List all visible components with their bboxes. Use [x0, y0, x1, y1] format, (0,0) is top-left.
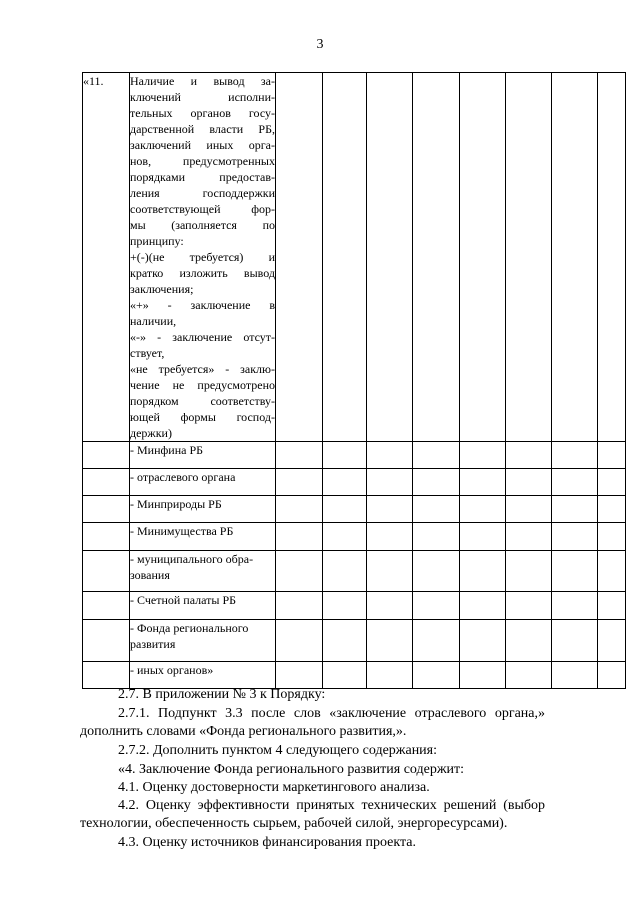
sub-row-label: - муниципального обра-зования	[130, 551, 276, 592]
description-line: кратко изложить вывод	[130, 266, 275, 280]
description-line: +(-)(не требуется) и	[130, 250, 275, 264]
description-line: наличии,	[130, 314, 177, 328]
sub-row-label: - Фонда регионального развития	[130, 620, 276, 662]
page-number: 3	[316, 37, 324, 52]
row-number: «11.	[83, 73, 130, 442]
description-line: ствует,	[130, 346, 165, 360]
description-line: чение не предусмотрено	[130, 378, 275, 392]
body-paragraph: 2.7. В приложении № 3 к Порядку:	[118, 687, 326, 702]
body-paragraph: 2.7.2. Дополнить пунктом 4 следующего содержания:	[118, 743, 438, 758]
description-line: заключения;	[130, 282, 194, 296]
body-paragraph: 4.2. Оценку эффективности принятых технических решений (выбор технологии, обеспеченность сырьем, рабочей силой, энергоресурсами).	[80, 798, 545, 831]
sub-row-label: - иных органов»	[130, 662, 276, 689]
table-row	[83, 469, 626, 496]
conclusions-table	[82, 72, 626, 689]
description-line: принципу:	[130, 234, 184, 248]
sub-row-label: - Минприроды РБ	[130, 496, 276, 523]
table-row	[83, 620, 626, 662]
description-line: «+» - заключение в	[130, 298, 275, 312]
description-line: дарственной власти РБ,	[130, 122, 275, 136]
body-paragraph: «4. Заключение Фонда регионального развития содержит:	[118, 762, 465, 777]
table-row	[83, 73, 626, 442]
table-row	[83, 551, 626, 592]
description-line: ления господдержки	[130, 186, 275, 200]
table-row	[83, 442, 626, 469]
sub-row-label: - Минфина РБ	[130, 442, 276, 469]
body-paragraph: 4.3. Оценку источников финансирования проекта.	[118, 835, 416, 850]
table-row	[83, 662, 626, 689]
table-row	[83, 523, 626, 551]
body-paragraph: 4.1. Оценку достоверности маркетингового анализа.	[118, 780, 430, 795]
description-line: «-» - заключение отсут-	[130, 330, 275, 344]
description-line: заключений иных орга-	[130, 138, 275, 152]
description-line: Наличие и вывод за-	[130, 74, 275, 88]
description-line: ключений исполни-	[130, 90, 275, 104]
description-line: порядком соответству-	[130, 394, 275, 408]
description-line: нов, предусмотренных	[130, 154, 275, 168]
description-line: «не требуется» - заклю-	[130, 362, 275, 376]
description-line: ющей формы господ-	[130, 410, 275, 424]
description-line: мы (заполняется по	[130, 218, 275, 232]
description-line: соответствующей фор-	[130, 202, 275, 216]
description-line: держки)	[130, 426, 172, 440]
table-row	[83, 592, 626, 620]
sub-row-label: - отраслевого органа	[130, 469, 276, 496]
row-description	[130, 73, 276, 442]
description-line: тельных органов госу-	[130, 106, 275, 120]
sub-row-label: - Счетной палаты РБ	[130, 592, 276, 620]
sub-row-label: - Минимущества РБ	[130, 523, 276, 551]
table-row	[83, 496, 626, 523]
description-line: порядками предостав-	[130, 170, 275, 184]
body-paragraph: 2.7.1. Подпункт 3.3 после слов «заключение отраслевого органа,» дополнить словами «Фонда регионального развития,».	[80, 706, 545, 739]
